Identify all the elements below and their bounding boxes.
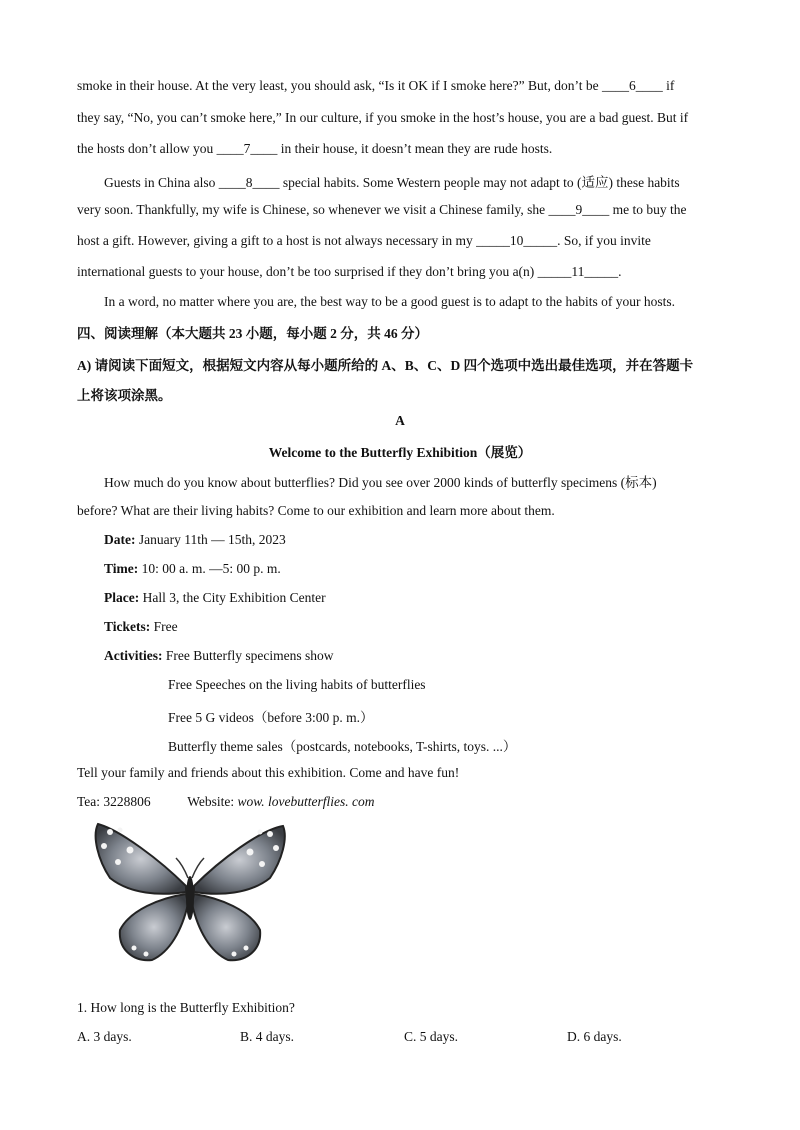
passage-line: they say, “No, you can’t smoke here,” In our culture, if you smoke in the host’s house, you are a bad guest. But if [77,110,689,125]
section-heading: 四、阅读理解（本大题共 23 小题，每小题 2 分，共 46 分） [77,326,428,341]
article-letter: A [395,413,405,428]
activity-item: Butterfly theme sales（postcards, notebooks, T-shirts, toys. ...） [168,739,517,754]
place-value: Hall 3, the City Exhibition Center [142,590,326,605]
question-stem: 1. How long is the Butterfly Exhibition? [77,1000,295,1015]
passage-line: very soon. Thankfully, my wife is Chinese, so whenever we visit a Chinese family, she ____9____ me to buy the [77,202,687,217]
closing-text: Tell your family and friends about this exhibition. Come and have fun! [77,765,460,780]
tickets-row [104,619,178,635]
tickets-label: Tickets: [104,619,151,634]
activity-item: Free 5 G videos（before 3:00 p. m.） [168,710,374,725]
passage-line: the hosts don’t allow you ____7____ in their house, it doesn’t mean they are rude hosts. [77,141,553,156]
antenna [176,858,188,878]
date-value: January 11th — 15th, 2023 [138,532,286,547]
date-label: Date: [104,532,136,547]
activities-row [104,648,333,664]
article-intro: How much do you know about butterflies? Did you see over 2000 kinds of butterfly specimens (标本) [104,475,657,490]
website-value: wow. lovebutterflies. com [237,794,375,809]
right-hindwing [192,894,260,960]
time-label: Time: [104,561,139,576]
time-row [104,561,281,577]
option-a[interactable]: A. 3 days. [77,1029,132,1044]
place-label: Place: [104,590,140,605]
tel-text: Tea: 3228806 [77,794,151,809]
passage-line: smoke in their house. At the very least, you should ask, “Is it OK if I smoke here?” But, don’t be ____6____ if [77,78,675,93]
butterfly-icon [90,820,290,970]
contact-row [77,794,374,810]
place-row [104,590,326,606]
passage-line: Guests in China also ____8____ special habits. Some Western people may not adapt to (适应) these habits [104,175,680,190]
passage-line: host a gift. However, giving a gift to a host is not always necessary in my _____10_____. So, if you invite [77,233,651,248]
section-instruction: 上将该项涂黑。 [77,388,172,403]
option-c[interactable]: C. 5 days. [404,1029,458,1044]
left-hindwing [120,894,188,960]
activity-item: Free Butterfly specimens show [165,648,334,663]
article-title: Welcome to the Butterfly Exhibition（展览） [268,445,532,460]
section-instruction: A) 请阅读下面短文，根据短文内容从每小题所给的 A、B、C、D 四个选项中选出最佳选项，并在答题卡 [77,358,694,373]
date-row [104,532,286,548]
activities-label: Activities: [104,648,163,663]
option-d[interactable]: D. 6 days. [567,1029,622,1044]
option-b[interactable]: B. 4 days. [240,1029,294,1044]
tickets-value: Free [153,619,178,634]
activity-item: Free Speeches on the living habits of butterflies [168,677,426,692]
website-label: Website: [187,794,235,809]
article-intro: before? What are their living habits? Come to our exhibition and learn more about them. [77,503,555,518]
time-value: 10: 00 a. m. —5: 00 p. m. [141,561,281,576]
antenna [192,858,204,878]
passage-line: international guests to your house, don’t be too surprised if they don’t bring you a(n) _____11_____. [77,264,622,279]
butterfly-body [186,876,194,920]
passage-line: In a word, no matter where you are, the best way to be a good guest is to adapt to the habits of your hosts. [104,294,675,309]
